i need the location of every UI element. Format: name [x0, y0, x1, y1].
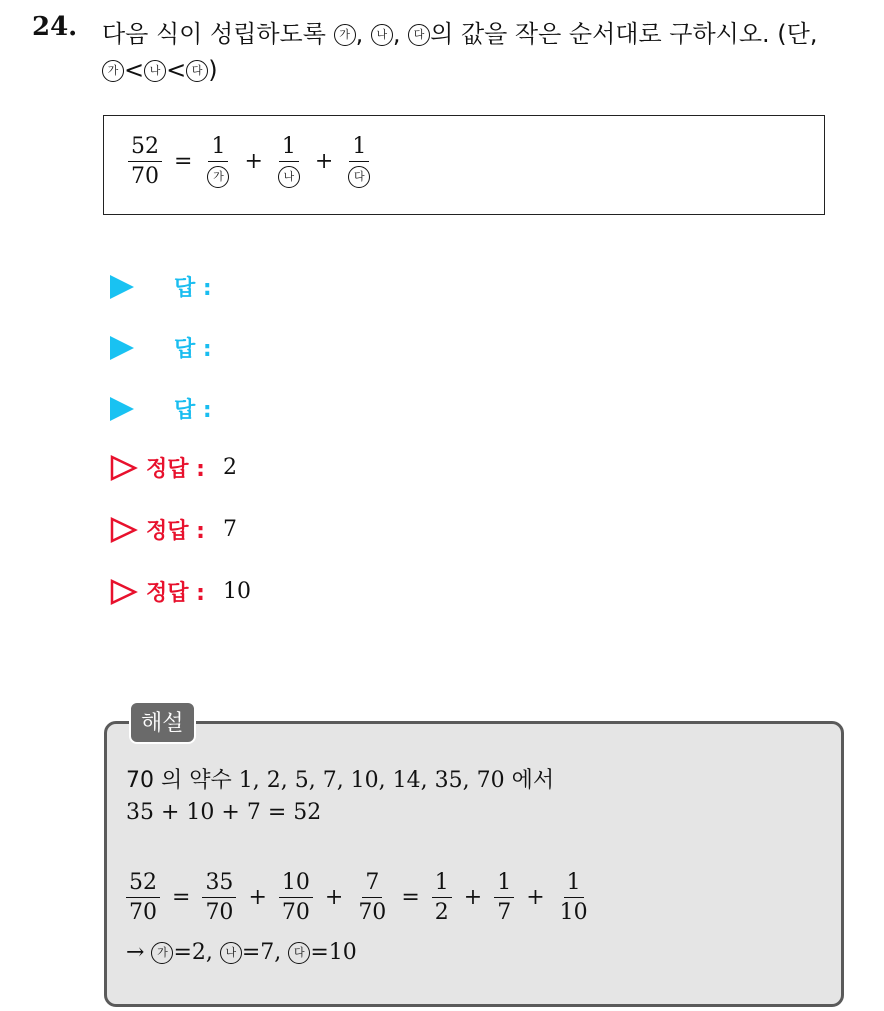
answer-label: 답 : — [174, 398, 212, 423]
fraction: $\frac{7}{70}$ — [358, 870, 387, 926]
mark-ga: 가 — [102, 60, 124, 82]
answer-row-1[interactable] — [110, 271, 212, 302]
question-line-2: 가 < 나 < 다 ) — [102, 56, 218, 84]
question-text: 다음 식이 성립하도록 — [102, 20, 326, 48]
explanation-line-result: → 가 =2, 나 =7, 다 =10 — [126, 940, 357, 965]
question-number: 24. — [32, 12, 78, 42]
equation: $\frac{52}{70}$ = $\frac{1}{\text{가}}$ + $\frac{1}{\text{나}}$ + $\frac{1}{\text{다}}$ — [126, 134, 375, 190]
answer-label: 답 : — [174, 337, 212, 362]
correct-label: 정답 : — [146, 457, 205, 482]
explanation-fractions: $\frac{52}{70}$ = $\frac{35}{70}$ + $\frac{10}{70}$ + $\frac{7}{70}$ = $\frac{1}{2}$ + $\frac{1}{7}$ + $\frac{1}{10}$ — [124, 870, 593, 926]
arrow-icon: → — [126, 940, 145, 965]
outline-triangle-icon — [110, 455, 138, 481]
mark-na: 나 — [371, 24, 393, 46]
mark-da: 다 — [348, 166, 370, 188]
correct-row-2 — [110, 514, 237, 545]
correct-value: 2 — [222, 455, 237, 480]
mark-da: 다 — [288, 942, 310, 964]
fraction: $\frac{10}{70}$ — [279, 870, 313, 926]
correct-row-3 — [110, 576, 251, 607]
correct-row-1 — [110, 452, 237, 483]
mark-na: 나 — [144, 60, 166, 82]
play-triangle-icon — [110, 336, 134, 360]
question-text-tail: 의 값을 작은 순서대로 구하시오. (단, — [430, 20, 818, 48]
play-triangle-icon — [110, 397, 134, 421]
correct-label: 정답 : — [146, 519, 205, 544]
fraction: $\frac{52}{70}$ — [128, 134, 162, 190]
fraction: $\frac{35}{70}$ — [202, 870, 236, 926]
outline-triangle-icon — [110, 517, 138, 543]
explanation-line-2: 35 + 10 + 7 = 52 — [126, 800, 322, 825]
fraction: $\frac{1}{2}$ — [432, 870, 452, 926]
question-line-1: 다음 식이 성립하도록 가 , 나 , 다 의 값을 작은 순서대로 구하시오. (단, — [102, 20, 818, 48]
mark-na: 나 — [278, 166, 300, 188]
mark-ga: 가 — [207, 166, 229, 188]
fraction: $\frac{1}{\text{나}}$ — [275, 134, 303, 190]
equation-box — [103, 115, 825, 215]
correct-label: 정답 : — [146, 581, 205, 606]
play-triangle-icon — [110, 275, 134, 299]
correct-value: 10 — [222, 579, 251, 604]
answer-row-2[interactable] — [110, 332, 212, 363]
correct-value: 7 — [222, 517, 237, 542]
mark-ga: 가 — [334, 24, 356, 46]
fraction: $\frac{1}{\text{다}}$ — [345, 134, 373, 190]
fraction: $\frac{1}{7}$ — [494, 870, 514, 926]
mark-da: 다 — [408, 24, 430, 46]
answer-row-3[interactable] — [110, 393, 212, 424]
answer-label: 답 : — [174, 276, 212, 301]
fraction: $\frac{52}{70}$ — [126, 870, 160, 926]
mark-ga: 가 — [151, 942, 173, 964]
outline-triangle-icon — [110, 579, 138, 605]
fraction: $\frac{1}{10}$ — [559, 870, 588, 926]
explanation-tag: 해설 — [129, 701, 196, 744]
mark-da: 다 — [186, 60, 208, 82]
explanation-line-1: 70 의 약수 1, 2, 5, 7, 10, 14, 35, 70 에서 — [126, 768, 555, 793]
fraction: $\frac{1}{\text{가}}$ — [204, 134, 232, 190]
mark-na: 나 — [220, 942, 242, 964]
